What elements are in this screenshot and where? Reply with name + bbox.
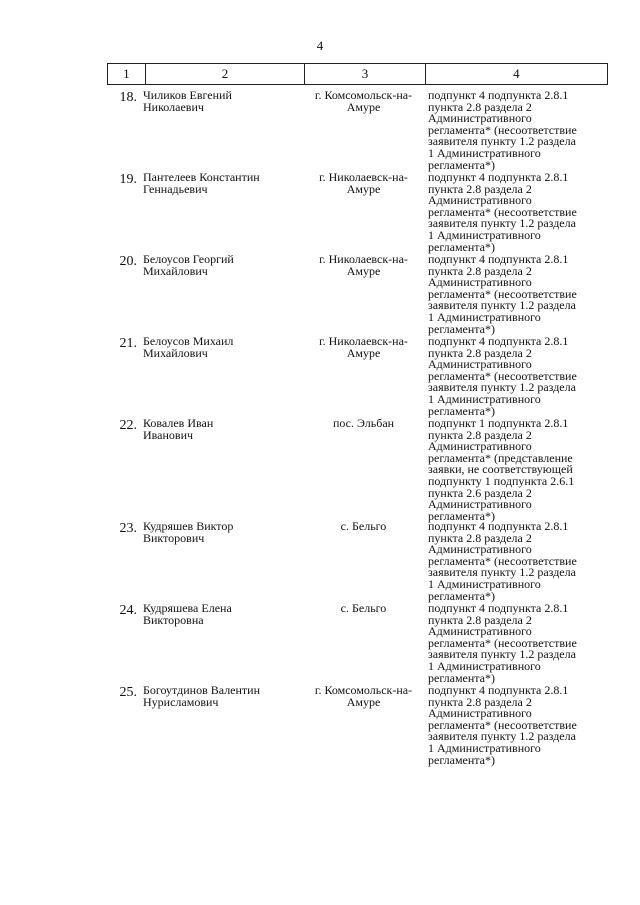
row-reason: подпункт 4 подпункта 2.8.1 пункта 2.8 раздела 2 Административного регламента* (несоответствие заявителя пункту 1.2 раздела 1 Административного регламента*) — [428, 170, 577, 254]
row-name: Чиликов Евгений Николаевич — [143, 88, 232, 114]
row-place: г. Николаевск-на- Амуре — [319, 334, 408, 360]
row-place: пос. Эльбан — [332, 416, 395, 430]
table-row — [107, 521, 598, 602]
row-name: Богоутдинов Валентин Нурисламович — [143, 683, 261, 709]
row-reason: подпункт 4 подпункта 2.8.1 пункта 2.8 раздела 2 Административного регламента* (несоответствие заявителя пункту 1.2 раздела 1 Административного регламента*) — [428, 334, 577, 418]
table-row — [107, 685, 598, 766]
row-reason: подпункт 4 подпункта 2.8.1 пункта 2.8 раздела 2 Административного регламента* (несоответствие заявителя пункту 1.2 раздела 1 Административного регламента*) — [428, 88, 577, 172]
row-number: 21. — [119, 336, 137, 351]
table-row — [107, 336, 598, 417]
row-place: г. Комсомольск-на- Амуре — [314, 88, 413, 114]
table-row — [107, 90, 598, 171]
row-name: Белоусов Михаил Михайлович — [143, 334, 234, 360]
table-row — [107, 172, 598, 253]
row-reason: подпункт 1 подпункта 2.8.1 пункта 2.8 раздела 2 Административного регламента* (представление заявки, не соответствующей подпункту 1 подпункта 2.6.1 пункта 2.6 раздела 2 Административного регламента*) — [428, 416, 575, 523]
row-name: Кудряшев Виктор Викторович — [143, 519, 234, 545]
row-place: г. Комсомольск-на- Амуре — [314, 683, 413, 709]
header-col-4: 4 — [513, 66, 520, 81]
row-name: Кудряшева Елена Викторовна — [143, 601, 232, 627]
row-place: г. Николаевск-на- Амуре — [319, 252, 408, 278]
table-header — [107, 63, 608, 85]
header-col-2: 2 — [146, 64, 305, 84]
row-reason: подпункт 4 подпункта 2.8.1 пункта 2.8 раздела 2 Административного регламента* (несоответствие заявителя пункту 1.2 раздела 1 Административного регламента*) — [428, 252, 577, 336]
table-row — [107, 603, 598, 684]
table-row — [107, 418, 598, 522]
row-reason: подпункт 4 подпункта 2.8.1 пункта 2.8 раздела 2 Административного регламента* (несоответствие заявителя пункту 1.2 раздела 1 Административного регламента*) — [428, 519, 577, 603]
row-reason: подпункт 4 подпункта 2.8.1 пункта 2.8 раздела 2 Административного регламента* (несоответствие заявителя пункту 1.2 раздела 1 Административного регламента*) — [428, 601, 577, 685]
row-place: с. Бельго — [340, 601, 387, 615]
row-reason: подпункт 4 подпункта 2.8.1 пункта 2.8 раздела 2 Административного регламента* (несоответствие заявителя пункту 1.2 раздела 1 Административного регламента*) — [428, 683, 577, 767]
row-number: 19. — [119, 172, 137, 187]
row-number: 18. — [119, 90, 137, 105]
row-place: с. Бельго — [340, 519, 387, 533]
header-col-1: 1 — [108, 64, 146, 84]
row-name: Ковалев Иван Иванович — [143, 416, 214, 442]
row-name: Пантелеев Константин Геннадьевич — [143, 170, 260, 196]
row-number: 25. — [119, 685, 137, 700]
page-number: 4 — [316, 38, 324, 53]
row-number: 23. — [119, 521, 137, 536]
header-col-3: 3 — [305, 64, 426, 84]
row-name: Белоусов Георгий Михайлович — [143, 252, 234, 278]
row-number: 22. — [119, 418, 137, 433]
row-number: 24. — [119, 603, 137, 618]
row-number: 20. — [119, 254, 137, 269]
row-place: г. Николаевск-на- Амуре — [319, 170, 408, 196]
table-row — [107, 254, 598, 335]
